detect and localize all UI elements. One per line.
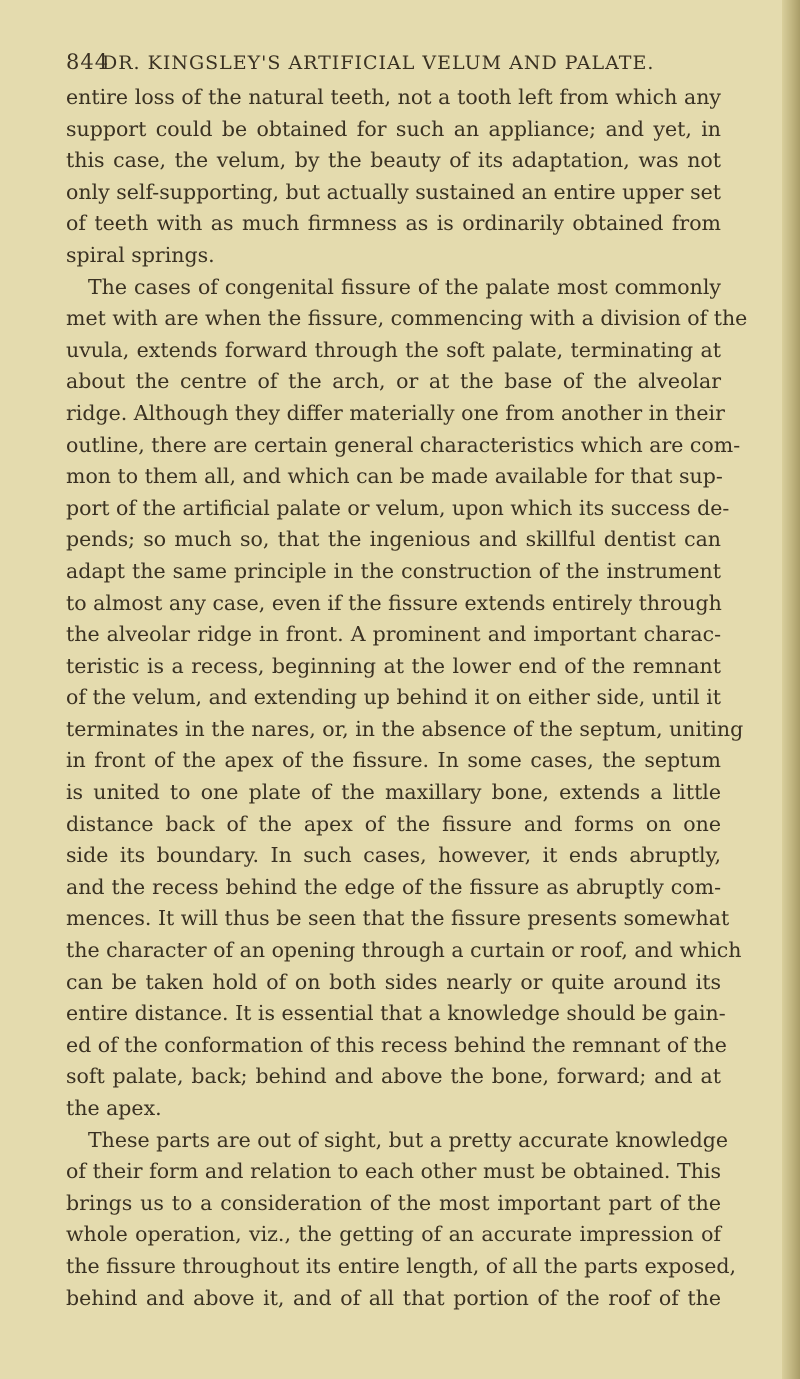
- text-line: the apex.: [66, 1096, 162, 1120]
- text-line: These parts are out of sight, but a pretty accurate knowledge: [88, 1127, 729, 1152]
- text-line: ed of the conformation of this recess behind the remnant of the: [66, 1032, 727, 1057]
- text-line: behind and above it, and of all that portion of the roof of the: [66, 1285, 721, 1310]
- text-line: The cases of congenital fissure of the palate most commonly: [88, 274, 721, 299]
- text-line: whole operation, viz., the getting of an accurate impression of: [66, 1222, 721, 1247]
- text-line: entire loss of the natural teeth, not a tooth left from which any: [66, 85, 721, 109]
- body-text: [66, 82, 748, 1314]
- text-line: port of the artificial palate or velum, upon which its success de-: [66, 495, 730, 520]
- text-line: adapt the same principle in the construction of the instrument: [66, 558, 721, 583]
- text-line: pends; so much so, that the ingenious and skillful dentist can: [66, 527, 721, 552]
- text-line: ridge. Although they differ materially one from another in their: [66, 400, 725, 425]
- text-line: distance back of the apex of the fissure and forms on one: [66, 811, 721, 836]
- text-line: entire distance. It is essential that a knowledge should be gain-: [66, 1001, 726, 1026]
- text-line: in front of the apex of the fissure. In some cases, the septum: [66, 748, 721, 773]
- text-line: of their form and relation to each other must be obtained. This: [66, 1159, 721, 1184]
- text-line: side its boundary. In such cases, however, it ends abruptly,: [66, 843, 721, 868]
- text-line: brings us to a consideration of the most important part of the: [66, 1190, 721, 1215]
- text-line: about the centre of the arch, or at the base of the alveolar: [66, 369, 721, 394]
- text-line: and the recess behind the edge of the fissure as abruptly com-: [66, 874, 721, 899]
- text-line: is united to one plate of the maxillary bone, extends a little: [66, 780, 721, 805]
- text-line: the fissure throughout its entire length, of all the parts exposed,: [66, 1253, 737, 1278]
- text-line: only self-supporting, but actually sustained an entire upper set: [66, 179, 721, 204]
- text-line: met with are when the fissure, commencing with a division of the: [66, 306, 748, 331]
- text-line: outline, there are certain general characteristics which are com-: [66, 432, 741, 457]
- text-line: teristic is a recess, beginning at the lower end of the remnant: [66, 653, 721, 678]
- text-line: the character of an opening through a curtain or roof, and which: [66, 938, 742, 963]
- text-line: mon to them all, and which can be made available for that sup-: [66, 464, 723, 489]
- text-line: of teeth with as much firmness as is ordinarily obtained from: [66, 211, 721, 236]
- text-line: soft palate, back; behind and above the bone, forward; and at: [66, 1064, 721, 1089]
- text-line: terminates in the nares, or, in the absence of the septum, uniting: [66, 716, 744, 741]
- text-line: the alveolar ridge in front. A prominent and important charac-: [66, 622, 721, 647]
- text-line: mences. It will thus be seen that the fissure presents somewhat: [66, 906, 730, 931]
- page-edge-shadow: [782, 0, 800, 1379]
- text-line: support could be obtained for such an appliance; and yet, in: [66, 116, 721, 141]
- running-header: [66, 50, 722, 80]
- text-line: of the velum, and extending up behind it on either side, until it: [66, 685, 721, 710]
- text-line: spiral springs.: [66, 242, 215, 267]
- page-number: 844: [66, 50, 110, 74]
- text-line: can be taken hold of on both sides nearly or quite around its: [66, 969, 721, 994]
- text-line: this case, the velum, by the beauty of its adaptation, was not: [66, 148, 721, 173]
- text-line: to almost any case, even if the fissure extends entirely through: [66, 590, 722, 615]
- text-line: uvula, extends forward through the soft palate, terminating at: [66, 337, 721, 362]
- running-title: DR. KINGSLEY'S ARTIFICIAL VELUM AND PALATE.: [102, 52, 655, 74]
